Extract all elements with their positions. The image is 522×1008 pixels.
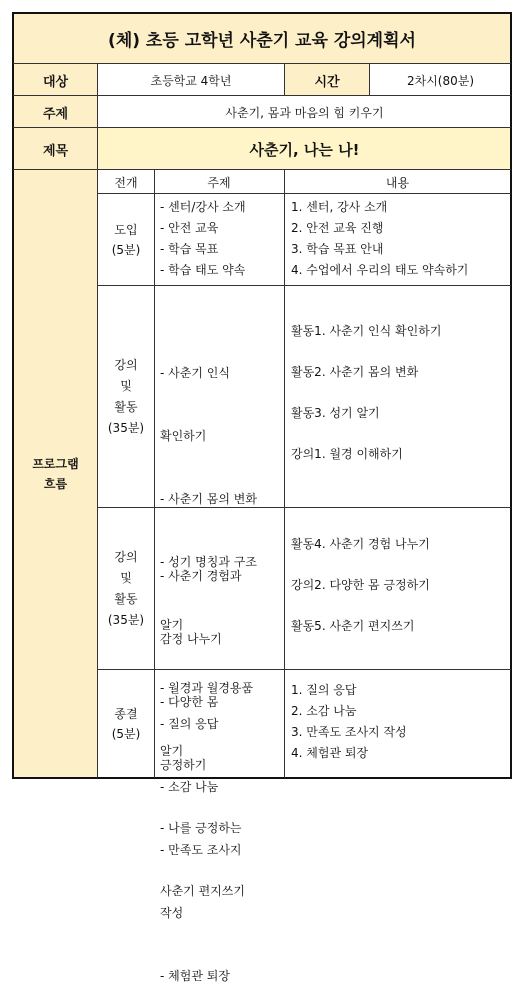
page-title: (체) 초등 고학년 사춘기 교육 강의계획서 bbox=[108, 31, 416, 51]
theme-item: 알기 bbox=[160, 618, 184, 632]
stage-line: 활동 bbox=[114, 592, 138, 606]
theme-item: - 성기 명칭과 구조 bbox=[160, 555, 257, 569]
theme-item: - 센터/강사 소개 bbox=[160, 200, 246, 214]
content-item: 활동2. 사춘기 몸의 변화 bbox=[291, 365, 419, 379]
stage-cell bbox=[98, 286, 154, 508]
content-list bbox=[291, 321, 509, 465]
content-spacer bbox=[291, 555, 509, 576]
content-list bbox=[291, 680, 509, 764]
content-item: 활동4. 사춘기 경험 나누기 bbox=[291, 537, 430, 551]
theme-item: - 안전 교육 bbox=[160, 221, 219, 235]
stage-cell bbox=[98, 194, 154, 286]
time-label: 시간 bbox=[314, 74, 340, 90]
content-item: 3. 학습 목표 안내 bbox=[291, 242, 384, 256]
theme-item: 감정 나누기 bbox=[160, 632, 222, 646]
theme-item: - 다양한 몸 bbox=[160, 695, 219, 709]
col-divider bbox=[284, 64, 285, 96]
col-header-content: 내용 bbox=[385, 175, 410, 190]
row-divider bbox=[13, 63, 511, 64]
flow-label bbox=[13, 170, 98, 778]
content-item: 1. 센터, 강사 소개 bbox=[291, 200, 388, 214]
topic-value: 사춘기, 몸과 마음의 힘 키우기 bbox=[225, 105, 384, 120]
theme-list bbox=[160, 672, 282, 1008]
theme-item: - 사춘기 몸의 변화 bbox=[160, 492, 257, 506]
topic-label: 주제 bbox=[42, 106, 69, 122]
stage-line: (5분) bbox=[111, 727, 141, 741]
stage-line: 및 bbox=[120, 379, 132, 393]
content-list bbox=[291, 197, 509, 281]
stage-line: 활동 bbox=[114, 400, 138, 414]
theme-list bbox=[160, 197, 282, 281]
col-divider bbox=[154, 170, 155, 778]
theme-item: 사춘기 편지쓰기 bbox=[160, 884, 245, 898]
content-item: 활동3. 성기 알기 bbox=[291, 406, 380, 420]
target-value: 초등학교 4학년 bbox=[150, 73, 232, 88]
content-spacer bbox=[291, 383, 509, 404]
content-item: 활동5. 사춘기 편지쓰기 bbox=[291, 619, 415, 633]
col-header-stage: 전개 bbox=[114, 175, 138, 190]
stage-line: 강의 bbox=[114, 358, 138, 372]
theme-item: 작성 bbox=[160, 906, 184, 920]
content-item: 2. 소감 나눔 bbox=[291, 704, 357, 718]
theme-item: - 학습 태도 약속 bbox=[160, 263, 246, 277]
theme-item: - 질의 응답 bbox=[160, 717, 219, 731]
row-divider bbox=[13, 169, 511, 170]
time-value: 2차시(80분) bbox=[406, 73, 475, 88]
col-divider bbox=[284, 170, 285, 778]
content-item: 4. 수업에서 우리의 태도 약속하기 bbox=[291, 263, 469, 277]
row-divider bbox=[98, 193, 511, 194]
content-list bbox=[291, 534, 509, 637]
row-divider bbox=[98, 285, 511, 286]
row-divider bbox=[13, 95, 511, 96]
theme-item: - 만족도 조사지 bbox=[160, 843, 242, 857]
flow-label-line: 흐름 bbox=[43, 477, 68, 491]
stage-line: (35분) bbox=[107, 613, 145, 627]
theme-item: 확인하기 bbox=[160, 429, 207, 443]
subject-value: 사춘기, 나는 나! bbox=[249, 140, 360, 159]
table-border-bottom bbox=[13, 777, 512, 779]
content-spacer bbox=[291, 596, 509, 617]
stage-cell bbox=[98, 508, 154, 670]
stage-line: 및 bbox=[120, 571, 132, 585]
col-header-theme: 주제 bbox=[207, 175, 231, 190]
target-label: 대상 bbox=[42, 74, 69, 90]
theme-item: - 체험관 퇴장 bbox=[160, 969, 230, 983]
row-divider bbox=[13, 127, 511, 128]
theme-item: - 학습 목표 bbox=[160, 242, 219, 256]
row-divider bbox=[98, 507, 511, 508]
content-item: 2. 안전 교육 진행 bbox=[291, 221, 384, 235]
content-item: 3. 만족도 조사지 작성 bbox=[291, 725, 407, 739]
content-item: 1. 질의 응답 bbox=[291, 683, 357, 697]
stage-cell bbox=[98, 670, 154, 778]
content-item: 강의1. 월경 이해하기 bbox=[291, 447, 403, 461]
stage-line: 강의 bbox=[114, 550, 138, 564]
col-divider bbox=[369, 64, 370, 96]
stage-line: (5분) bbox=[111, 243, 141, 257]
theme-item: - 소감 나눔 bbox=[160, 780, 219, 794]
row-divider bbox=[98, 669, 511, 670]
flow-label-line: 프로그램 bbox=[32, 457, 79, 471]
stage-line: 종결 bbox=[114, 707, 138, 721]
table-border-top bbox=[13, 12, 512, 14]
theme-item: - 나를 긍정하는 bbox=[160, 821, 242, 835]
theme-item: 알기 bbox=[160, 744, 184, 758]
theme-item: - 사춘기 인식 bbox=[160, 366, 230, 380]
theme-item: - 사춘기 경험과 bbox=[160, 569, 242, 583]
content-spacer bbox=[291, 342, 509, 363]
content-item: 활동1. 사춘기 인식 확인하기 bbox=[291, 324, 442, 338]
content-spacer bbox=[291, 424, 509, 445]
subject-label: 제목 bbox=[42, 143, 69, 159]
col-divider bbox=[97, 64, 98, 778]
content-item: 4. 체험관 퇴장 bbox=[291, 746, 369, 760]
theme-item: 긍정하기 bbox=[160, 758, 207, 772]
stage-line: 도입 bbox=[114, 223, 138, 237]
stage-line: (35분) bbox=[107, 421, 145, 435]
content-item: 강의2. 다양한 몸 긍정하기 bbox=[291, 578, 430, 592]
theme-item: - 월경과 월경용품 bbox=[160, 681, 254, 695]
